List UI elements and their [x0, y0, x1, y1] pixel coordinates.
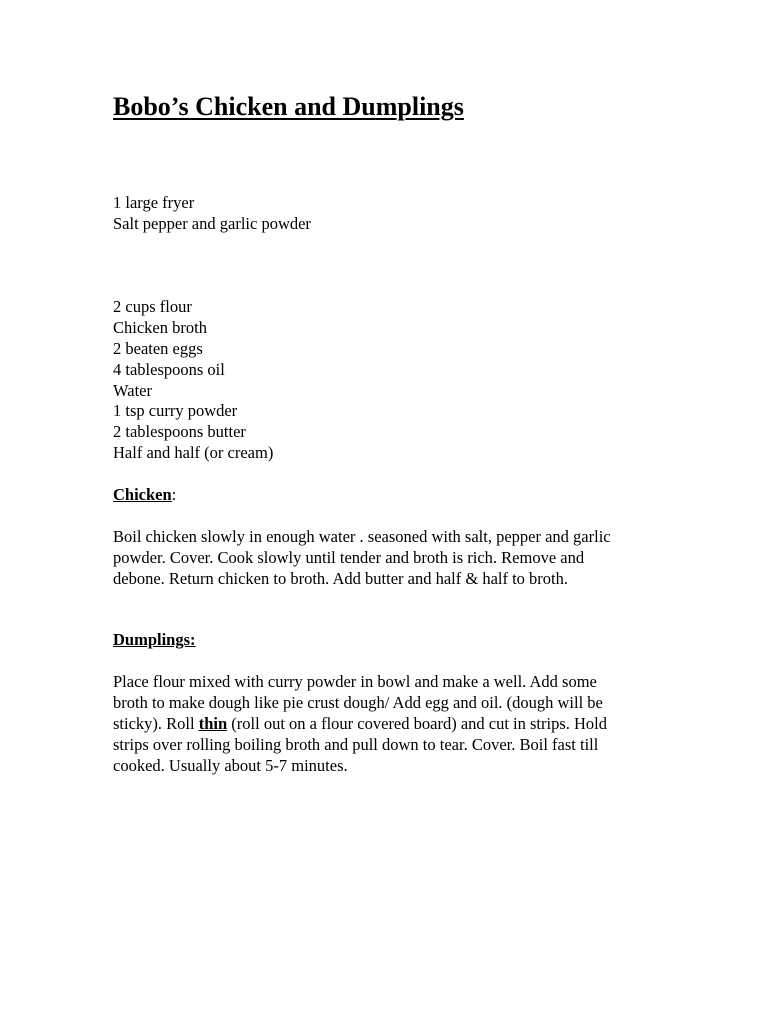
- ingredient-item: 2 cups flour: [113, 297, 192, 316]
- ingredient-item: 2 tablespoons butter: [113, 422, 246, 441]
- paragraph-line: cooked. Usually about 5-7 minutes.: [113, 756, 348, 775]
- ingredient-item: 1 tsp curry powder: [113, 401, 238, 420]
- ingredient-item: Chicken broth: [113, 318, 207, 337]
- dumplings-heading-text: Dumplings:: [113, 630, 196, 649]
- paragraph-line: Boil chicken slowly in enough water . seasoned with salt, pepper and garlic: [113, 527, 611, 546]
- line-text: (roll out on a flour covered board) and cut in strips. Hold: [227, 714, 608, 733]
- chicken-heading-colon: :: [171, 485, 177, 504]
- ingredient-item: Salt pepper and garlic powder: [113, 214, 311, 233]
- ingredient-item: Half and half (or cream): [113, 443, 274, 462]
- dumplings-instructions: [113, 671, 653, 776]
- emphasis-thin: thin: [198, 714, 228, 733]
- dumplings-heading: [113, 629, 196, 650]
- paragraph-line: Place flour mixed with curry powder in bowl and make a well. Add some: [113, 672, 597, 691]
- paragraph-line: powder. Cover. Cook slowly until tender and broth is rich. Remove and: [113, 548, 585, 567]
- chicken-instructions: [113, 526, 653, 589]
- ingredient-item: 2 beaten eggs: [113, 339, 203, 358]
- paragraph-line: debone. Return chicken to broth. Add butter and half & half to broth.: [113, 569, 569, 588]
- ingredient-item: 1 large fryer: [113, 193, 195, 212]
- line-text: sticky). Roll: [113, 714, 199, 733]
- chicken-heading: [113, 484, 176, 505]
- ingredient-item: Water: [113, 381, 152, 400]
- paragraph-line: broth to make dough like pie crust dough/ Add egg and oil. (dough will be: [113, 693, 603, 712]
- paragraph-line: strips over rolling boiling broth and pull down to tear. Cover. Boil fast till: [113, 735, 599, 754]
- recipe-title: Bobo’s Chicken and Dumplings: [113, 92, 464, 121]
- ingredient-item: 4 tablespoons oil: [113, 360, 225, 379]
- paragraph-line: [113, 713, 653, 734]
- chicken-heading-text: Chicken: [113, 485, 172, 504]
